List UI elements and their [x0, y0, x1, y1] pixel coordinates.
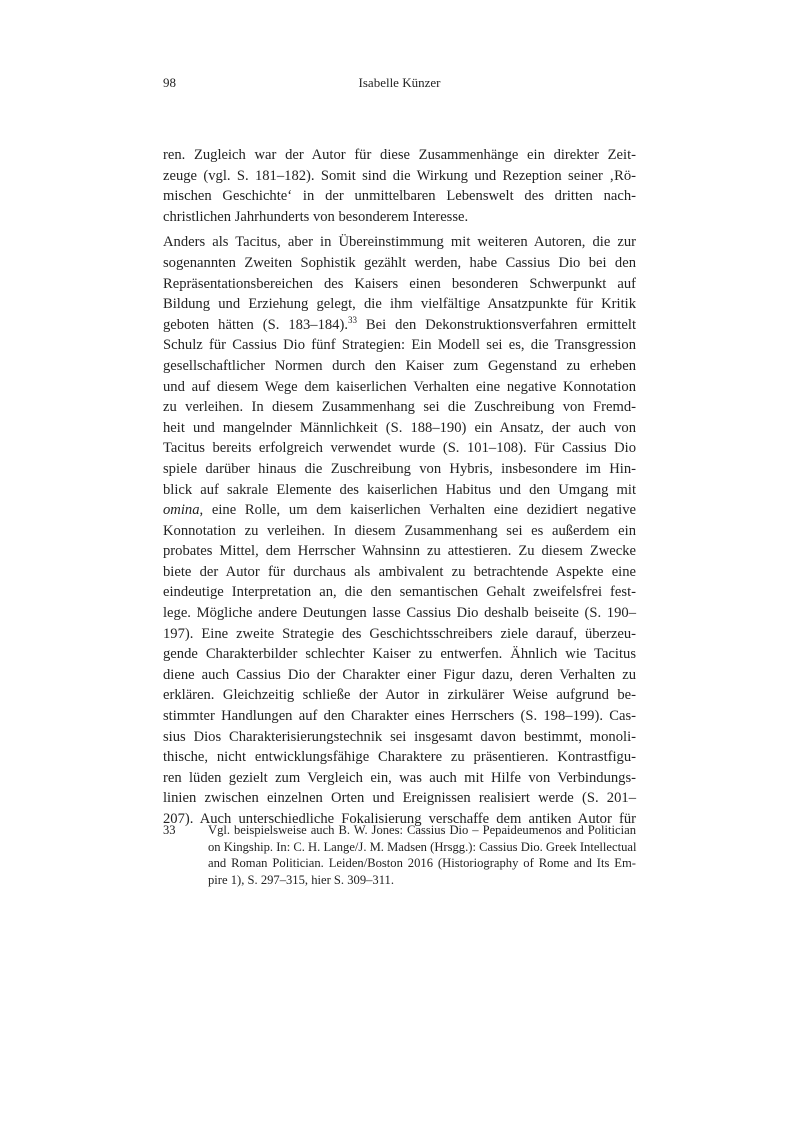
- text-line: sogenannten Zweiten Sophistik gezählt werden, habe Cassius Dio bei den: [163, 254, 636, 271]
- page-number: 98: [163, 75, 176, 90]
- paragraph: [163, 145, 636, 227]
- text-line: zeuge (vgl. S. 181–182). Somit sind die Wirkung und Rezeption seiner ‚Rö-: [163, 167, 636, 184]
- text-line: zu verleihen. In diesem Zusammenhang sei die Zuschreibung von Fremd-: [163, 399, 636, 416]
- footnote-line: and Roman Politician. Leiden/Boston 2016 (Historiography of Rome and Its Em-: [208, 856, 636, 870]
- text-line: heit und mangelnder Männlichkeit (S. 188–190) ein Ansatz, der auch von: [163, 419, 636, 436]
- text-line: Schulz für Cassius Dio fünf Strategien: Ein Modell sei es, die Transgression: [163, 337, 636, 354]
- text-line: linien zwischen einzelnen Orten und Ereignissen realisiert werde (S. 201–: [163, 790, 636, 807]
- text-line: ren lüden gezielt zum Vergleich ein, was auch mit Hilfe von Verbindungs-: [163, 769, 636, 786]
- footnote-line: Vgl. beispielsweise auch B. W. Jones: Cassius Dio – Pepaideumenos and Politician: [208, 823, 636, 837]
- text-line: gende Charakterbilder schlechter Kaiser zu entwerfen. Ähnlich wie Tacitus: [163, 646, 636, 663]
- text-line: stimmter Handlungen auf den Charakter eines Herrschers (S. 198–199). Cas-: [163, 708, 636, 725]
- text-line: christlichen Jahrhunderts von besonderem Interesse.: [163, 208, 469, 225]
- text-line: Tacitus bereits erfolgreich verwendet wurde (S. 101–108). Für Cassius Dio: [163, 440, 636, 457]
- text-segment: geboten hätten (S. 183–184).: [163, 316, 348, 333]
- text-line: mischen Geschichte‘ in der unmittelbaren Lebenswelt des dritten nach-: [163, 188, 636, 205]
- text-line: Bildung und Erziehung gelegt, die ihm vielfältige Ansatzpunkte für Kritik: [163, 296, 636, 313]
- text-line: sius Dios Charakterisierungstechnik sei insgesamt davon bestimmt, monoli-: [163, 728, 636, 745]
- text-line: [163, 500, 636, 521]
- text-line: lege. Mögliche andere Deutungen lasse Cassius Dio deshalb beiseite (S. 190–: [163, 605, 636, 622]
- text-line: gesellschaftlicher Normen durch den Kaiser zum Gegenstand zu erheben: [163, 357, 636, 374]
- text-line: Konnotation zu verleihen. In diesem Zusammenhang sei es außerdem ein: [163, 522, 636, 539]
- text-line: probates Mittel, dem Herrscher Wahnsinn zu attestieren. Zu diesem Zwecke: [163, 543, 636, 560]
- italic-term: omina: [163, 502, 200, 519]
- footnote-reference: 33: [347, 314, 357, 325]
- footnote-line: on Kingship. In: C. H. Lange/J. M. Madsen (Hrsgg.): Cassius Dio. Greek Intellectual: [208, 839, 637, 854]
- footnote-line: pire 1), S. 297–315, hier S. 309–311.: [208, 872, 394, 887]
- text-line: 207). Auch unterschiedliche Fokalisierung verschaffe dem antiken Autor für: [163, 811, 636, 827]
- text-line: thische, nicht entwicklungsfähige Charaktere zu präsentieren. Kontrastfigu-: [163, 749, 636, 766]
- text-line: erklären. Gleichzeitig schließe der Autor in zirkulärer Weise aufgrund be-: [163, 687, 636, 704]
- text-line: biete der Autor für durchaus als ambivalent zu betrachtende Aspekte eine: [163, 563, 636, 580]
- text-line: Anders als Tacitus, aber in Übereinstimmung mit weiteren Autoren, die zur: [163, 234, 636, 251]
- text-line: und auf diesem Wege dem kaiserlichen Verhalten eine negative Konnotation: [163, 378, 636, 395]
- text-line: ren. Zugleich war der Autor für diese Zusammenhänge ein direkter Zeit-: [163, 147, 636, 163]
- text-line: eindeutige Interpretation an, die den semantischen Gehalt zweifelsfrei fest-: [163, 584, 636, 601]
- text-line: 197). Eine zweite Strategie des Geschichtsschreibers ziele darauf, überzeu-: [163, 625, 636, 642]
- body-text: [163, 145, 636, 830]
- text-segment: Bei den Dekonstruktionsverfahren ermittelt: [356, 316, 636, 333]
- running-head: Isabelle Künzer: [358, 75, 441, 90]
- text-line: diene auch Cassius Dio der Charakter einer Figur dazu, deren Verhalten zu: [163, 666, 636, 683]
- text-segment: , eine Rolle, um dem kaiserlichen Verhalten eine dezidiert negative: [199, 502, 636, 519]
- text-line: spiele darüber hinaus die Zuschreibung von Hybris, insbesondere im Hin-: [163, 460, 636, 477]
- text-line: Repräsentationsbereichen des Kaisers einen besonderen Schwerpunkt auf: [163, 275, 636, 292]
- text-line: blick auf sakrale Elemente des kaiserlichen Habitus und den Umgang mit: [163, 481, 636, 498]
- paragraph: [163, 232, 636, 829]
- footnote-number: 33: [163, 823, 176, 837]
- footnote-text: [208, 822, 636, 888]
- text-line: [163, 315, 636, 336]
